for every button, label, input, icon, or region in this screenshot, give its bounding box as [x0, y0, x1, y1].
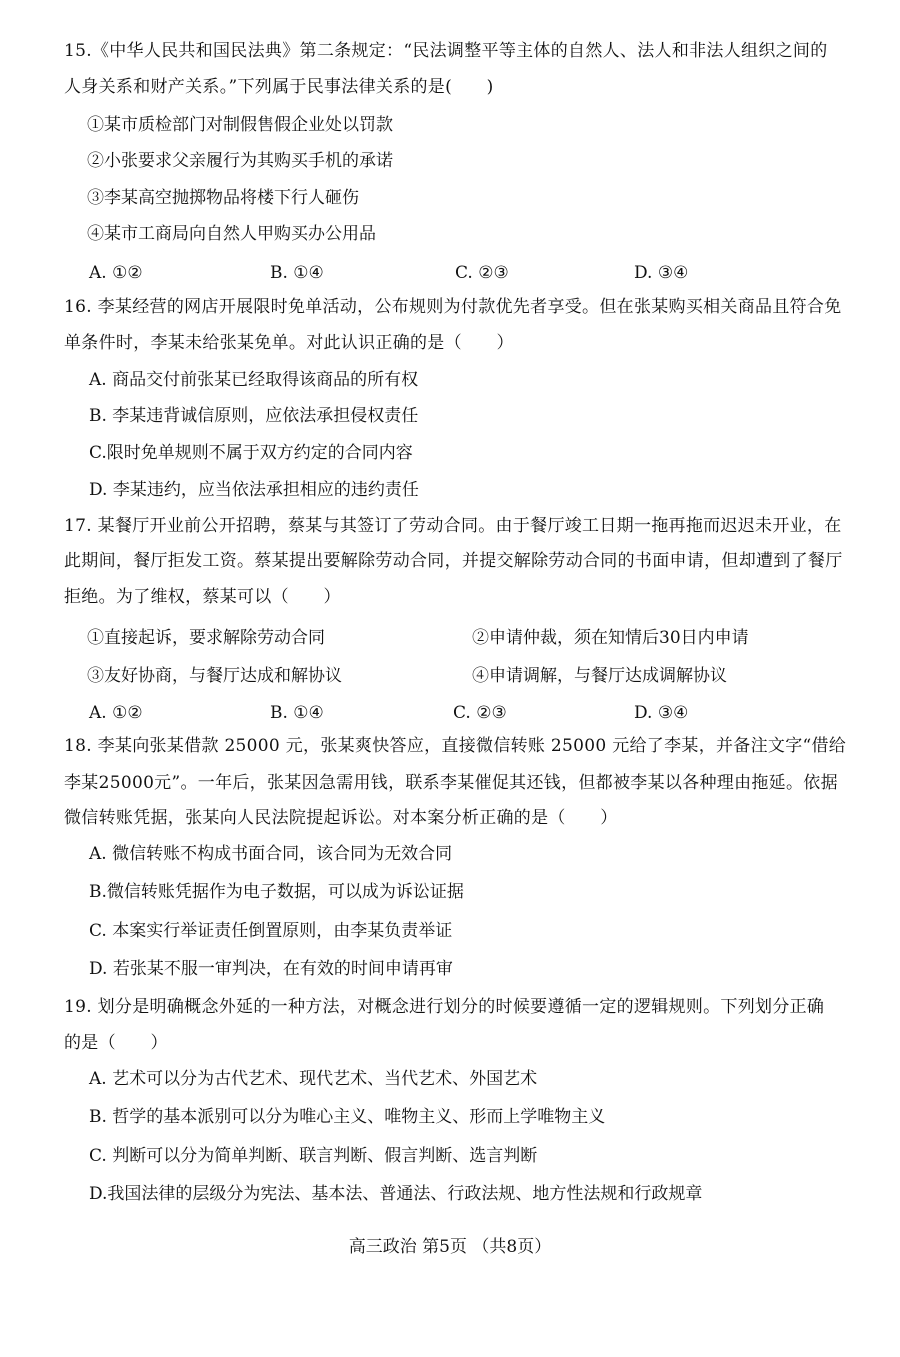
- q15-choice-c: C. ②③: [455, 263, 509, 283]
- q18-option-d: D. 若张某不服一审判决，在有效的时间申请再审: [89, 959, 453, 979]
- q19-option-a: A. 艺术可以分为古代艺术、现代艺术、当代艺术、外国艺术: [89, 1069, 538, 1089]
- q19-stem-line-1: 19. 划分是明确概念外延的一种方法，对概念进行划分的时候要遵循一定的逻辑规则。下列划分正确: [64, 997, 825, 1017]
- q15-item-2: ②小张要求父亲履行为其购买手机的承诺: [87, 151, 393, 171]
- q17-item-3: ③友好协商，与餐厅达成和解协议: [87, 666, 342, 686]
- q17-item-2: ②申请仲裁，须在知情后30日内申请: [472, 628, 749, 648]
- q17-stem-line-2: 此期间，餐厅拒发工资。蔡某提出要解除劳动合同，并提交解除劳动合同的书面申请，但却遭到了餐厅: [64, 551, 843, 571]
- q16-stem-line-2: 单条件时，李某未给张某免单。对此认识正确的是（ ）: [64, 333, 514, 353]
- q17-item-4: ④申请调解，与餐厅达成调解协议: [472, 666, 727, 686]
- q19-option-b: B. 哲学的基本派别可以分为唯心主义、唯物主义、形而上学唯物主义: [89, 1107, 606, 1127]
- q18-stem-line-1: 18. 李某向张某借款 25000 元，张某爽快答应，直接微信转账 25000 元给了李某，并备注文字“借给: [64, 736, 847, 756]
- q18-option-b: B.微信转账凭据作为电子数据，可以成为诉讼证据: [89, 882, 464, 902]
- q16-stem-line-1: 16. 李某经营的网店开展限时免单活动，公布规则为付款优先者享受。但在张某购买相关商品且符合免: [64, 297, 842, 317]
- q15-choice-b: B. ①④: [270, 263, 324, 283]
- q19-option-c: C. 判断可以分为简单判断、联言判断、假言判断、选言判断: [89, 1146, 538, 1166]
- q17-stem-line-3: 拒绝。为了维权，蔡某可以（ ）: [64, 587, 341, 607]
- q17-stem-line-1: 17. 某餐厅开业前公开招聘，蔡某与其签订了劳动合同。由于餐厅竣工日期一拖再拖而迟迟未开业，在: [64, 516, 842, 536]
- page-footer: 高三政治 第5页 （共8页）: [348, 1237, 552, 1257]
- q18-option-c: C. 本案实行举证责任倒置原则，由李某负责举证: [89, 921, 453, 941]
- q16-option-a: A. 商品交付前张某已经取得该商品的所有权: [89, 370, 419, 390]
- q18-option-a: A. 微信转账不构成书面合同，该合同为无效合同: [89, 844, 453, 864]
- q18-stem-line-2: 李某25000元”。一年后，张某因急需用钱，联系李某催促其还钱，但都被李某以各种理由拖延。依据: [64, 773, 838, 793]
- q17-choice-d: D. ③④: [634, 703, 689, 723]
- q17-choice-b: B. ①④: [270, 703, 324, 723]
- q15-stem-line-2: 人身关系和财产关系。”下列属于民事法律关系的是( ): [64, 77, 494, 97]
- q16-option-b: B. 李某违背诚信原则，应依法承担侵权责任: [89, 406, 419, 426]
- q17-choice-a: A. ①②: [89, 703, 143, 723]
- q15-item-3: ③李某高空抛掷物品将楼下行人砸伤: [87, 188, 359, 208]
- q15-choice-d: D. ③④: [634, 263, 689, 283]
- q18-stem-line-3: 微信转账凭据，张某向人民法院提起诉讼。对本案分析正确的是（ ）: [64, 808, 618, 828]
- q16-option-c: C.限时免单规则不属于双方约定的合同内容: [89, 443, 413, 463]
- q19-stem-line-2: 的是（ ）: [64, 1033, 168, 1053]
- q15-item-4: ④某市工商局向自然人甲购买办公用品: [87, 224, 376, 244]
- q17-item-1: ①直接起诉，要求解除劳动合同: [87, 628, 325, 648]
- q17-choice-c: C. ②③: [453, 703, 507, 723]
- q16-option-d: D. 李某违约，应当依法承担相应的违约责任: [89, 480, 419, 500]
- q19-option-d: D.我国法律的层级分为宪法、基本法、普通法、行政法规、地方性法规和行政规章: [89, 1184, 703, 1204]
- q15-item-1: ①某市质检部门对制假售假企业处以罚款: [87, 115, 393, 135]
- q15-stem-line-1: 15.《中华人民共和国民法典》第二条规定：“民法调整平等主体的自然人、法人和非法人组织之间的: [64, 41, 828, 61]
- q15-choice-a: A. ①②: [89, 263, 143, 283]
